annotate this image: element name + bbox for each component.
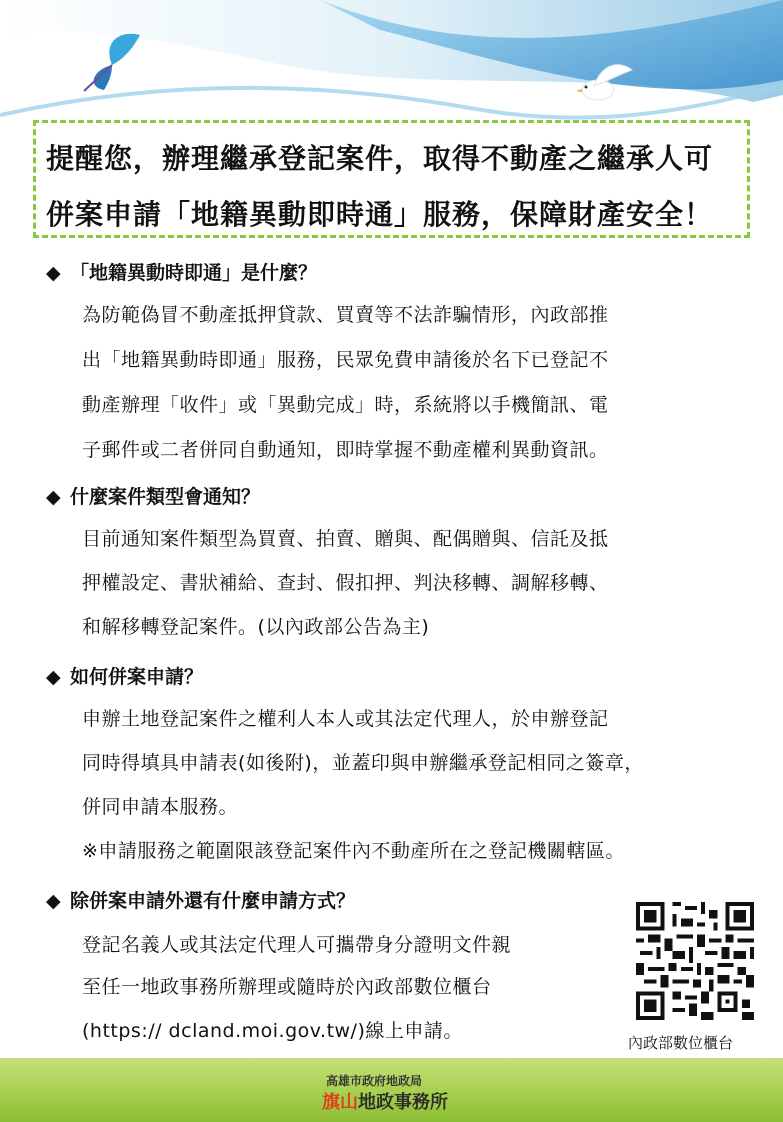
section-heading-4 (46, 886, 355, 913)
section-3-line-2: 同時得填具申請表(如後附)，並蓋印與申辦繼承登記相同之簽章， (82, 752, 644, 774)
section-4-line-1: 登記名義人或其法定代理人可攜帶身分證明文件親 (82, 934, 512, 956)
section-heading-text: 「地籍異動時即通」是什麼？ (70, 262, 318, 284)
section-heading-text: 除併案申請外還有什麼申請方式？ (70, 890, 356, 912)
section-4-line-2: 至任一地政事務所辦理或隨時於內政部數位櫃台 (82, 976, 492, 998)
section-heading-1 (46, 258, 317, 285)
diamond-bullet-icon: ◆ (46, 486, 61, 508)
section-3-note: ※申請服務之範圍限該登記案件內不動產所在之登記機關轄區。 (82, 840, 625, 862)
section-3-line-3: 併同申請本服務。 (82, 796, 239, 818)
section-heading-text: 如何併案申請？ (70, 666, 204, 688)
section-3-line-1: 申辦土地登記案件之權利人本人或其法定代理人，於申辦登記 (82, 708, 609, 730)
section-1-line-1: 為防範偽冒不動產抵押貸款、買賣等不法詐騙情形，內政部推 (82, 304, 609, 326)
footer-office-name (322, 1088, 448, 1114)
section-heading-3 (46, 662, 203, 689)
footer-office-highlight: 旗山 (322, 1092, 358, 1113)
footer-organization: 高雄市政府地政局 (326, 1074, 423, 1088)
qr-code-icon (636, 902, 754, 1020)
section-4-url-line: (https:// dcland.moi.gov.tw/)線上申請。 (82, 1020, 463, 1042)
section-2-line-1: 目前通知案件類型為買賣、拍賣、贈與、配偶贈與、信託及抵 (82, 528, 609, 550)
qr-code-label: 內政部數位櫃台 (628, 1034, 734, 1052)
footer-office-rest: 地政事務所 (358, 1092, 448, 1113)
section-1-line-2: 出「地籍異動時即通」服務，民眾免費申請後於名下已登記不 (82, 349, 609, 371)
section-heading-text: 什麼案件類型會通知？ (70, 486, 261, 508)
title-frame (33, 120, 750, 238)
section-1-line-3: 動產辦理「收件」或「異動完成」時，系統將以手機簡訊、電 (82, 394, 609, 416)
page-title-line-1: 提醒您，辦理繼承登記案件，取得不動產之繼承人可 (46, 142, 714, 175)
section-1-line-4: 子郵件或二者併同自動通知，即時掌握不動產權利異動資訊。 (82, 439, 609, 461)
footer-band (0, 1058, 783, 1122)
section-2-line-2: 押權設定、書狀補給、查封、假扣押、判決移轉、調解移轉、 (82, 572, 609, 594)
diamond-bullet-icon: ◆ (46, 890, 61, 912)
diamond-bullet-icon: ◆ (46, 262, 61, 284)
section-2-line-3: 和解移轉登記案件。(以內政部公告為主) (82, 616, 430, 638)
diamond-bullet-icon: ◆ (46, 666, 61, 688)
page-title-line-2: 併案申請「地籍異動即時通」服務，保障財產安全！ (46, 198, 714, 231)
section-heading-2 (46, 482, 260, 509)
